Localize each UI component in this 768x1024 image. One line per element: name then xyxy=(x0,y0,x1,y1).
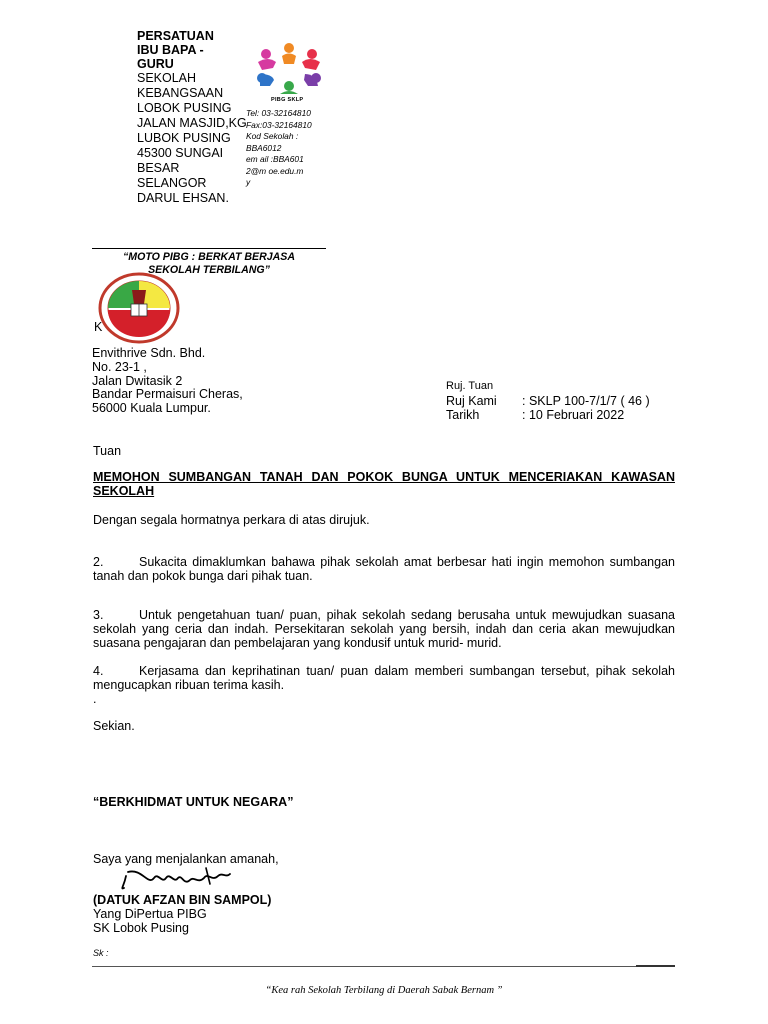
closing-motto: “BERKHIDMAT UNTUK NEGARA” xyxy=(93,795,294,809)
contact-tel: Tel: 03-32164810 xyxy=(246,108,311,118)
paragraph-text: Sukacita dimaklumkan bahawa pihak sekolah amat berbesar hati ingin memohon sumbangan tanah dan pokok bunga dari pihak tuan. xyxy=(93,555,675,583)
email-line-2: 2@m oe.edu.m xyxy=(246,165,304,176)
motto-line-1: “MOTO PIBG : BERKAT BERJASA xyxy=(122,251,296,263)
paragraph-4 xyxy=(93,664,675,692)
school-address: SEKOLAH KEBANGSAAN LOBOK PUSING JALAN MASJID,KG LUBOK PUSING 45300 SUNGAI BESAR SELANGOR DARUL EHSAN. xyxy=(137,71,247,205)
recipient-line: No. 23-1 , xyxy=(92,359,147,374)
paragraph-3 xyxy=(93,608,675,650)
recipient-line: Envithrive Sdn. Bhd. xyxy=(92,346,206,360)
school-crest xyxy=(98,272,180,344)
recipient-initial: K xyxy=(94,320,103,334)
pibg-logo xyxy=(250,38,328,98)
logo-label: PIBG SKLP xyxy=(271,97,304,103)
tarikh-label: Tarikh xyxy=(446,407,480,422)
recipient-line: Jalan Dwitasik 2 xyxy=(92,373,183,388)
signatory-position-line: Yang DiPertua PIBG xyxy=(93,907,207,921)
motto-line-2: SEKOLAH TERBILANG” xyxy=(148,263,270,276)
school-code-value: BBA6012 xyxy=(246,142,282,153)
trust-line: Saya yang menjalankan amanah, xyxy=(93,852,279,866)
header-divider xyxy=(92,248,326,249)
recipient-address xyxy=(92,347,243,416)
greeting: Tuan xyxy=(93,444,122,458)
paragraph-2 xyxy=(93,555,675,583)
signatory-position xyxy=(93,907,207,935)
signatory-name: (DATUK AFZAN BIN SAMPOL) xyxy=(93,893,272,907)
signatory-position-line: SK Lobok Pusing xyxy=(93,921,189,935)
school-code-label: Kod Sekolah : xyxy=(246,131,299,141)
recipient-line: Bandar Permaisuri Cheras, xyxy=(92,387,243,402)
tarikh-row xyxy=(446,409,650,423)
paragraph-number: 3. xyxy=(93,608,104,622)
paragraph-text: Untuk pengetahuan tuan/ puan, pihak sekolah sedang berusaha untuk mewujudkan suasana sekolah yang ceria dan indah. Persekitaran sekolah yang bersih, indah dan ceria akan mewujudkan suasana pengajaran dan pembelajaran yang kondusif untuk murid- murid. xyxy=(93,608,675,650)
email-line-3: y xyxy=(246,177,251,187)
paragraph-number: 4. xyxy=(93,664,104,678)
contact-fax: Fax:03-32164810 xyxy=(246,119,312,130)
email-line-1: em ail :BBA601 xyxy=(246,154,304,164)
ruj-tuan-label: Ruj. Tuan xyxy=(446,380,494,392)
ruj-kami-value: : SKLP 100-7/1/7 ( 46 ) xyxy=(522,393,650,408)
footer-divider-accent xyxy=(636,965,675,967)
ruj-kami-row xyxy=(446,395,650,409)
recipient-line: 56000 Kuala Lumpur. xyxy=(92,401,211,416)
paragraph-text: Kerjasama dan keprihatinan tuan/ puan dalam memberi sumbangan tersebut, pihak sekolah mengucapkan ribuan terima kasih. xyxy=(93,664,675,692)
reference-block xyxy=(446,380,650,422)
tarikh-value: : 10 Februari 2022 xyxy=(522,407,625,422)
letter-subject: MEMOHON SUMBANGAN TANAH DAN POKOK BUNGA UNTUK MENCERIAKAN KAWASAN SEKOLAH xyxy=(93,470,675,498)
org-name: PERSATUAN IBU BAPA - GURU xyxy=(137,29,214,71)
stray-dot: . xyxy=(93,692,97,706)
footer-motto: “Kea rah Sekolah Terbilang di Daerah Sabak Bernam ” xyxy=(265,985,503,996)
cc-label: Sk : xyxy=(93,948,109,958)
ruj-kami-label: Ruj Kami xyxy=(446,393,497,408)
signature xyxy=(118,864,238,894)
contact-info xyxy=(246,108,326,189)
paragraph-number: 2. xyxy=(93,555,104,569)
intro-line: Dengan segala hormatnya perkara di atas dirujuk. xyxy=(93,513,370,527)
footer-divider xyxy=(92,966,675,967)
sign-off: Sekian. xyxy=(93,719,135,733)
